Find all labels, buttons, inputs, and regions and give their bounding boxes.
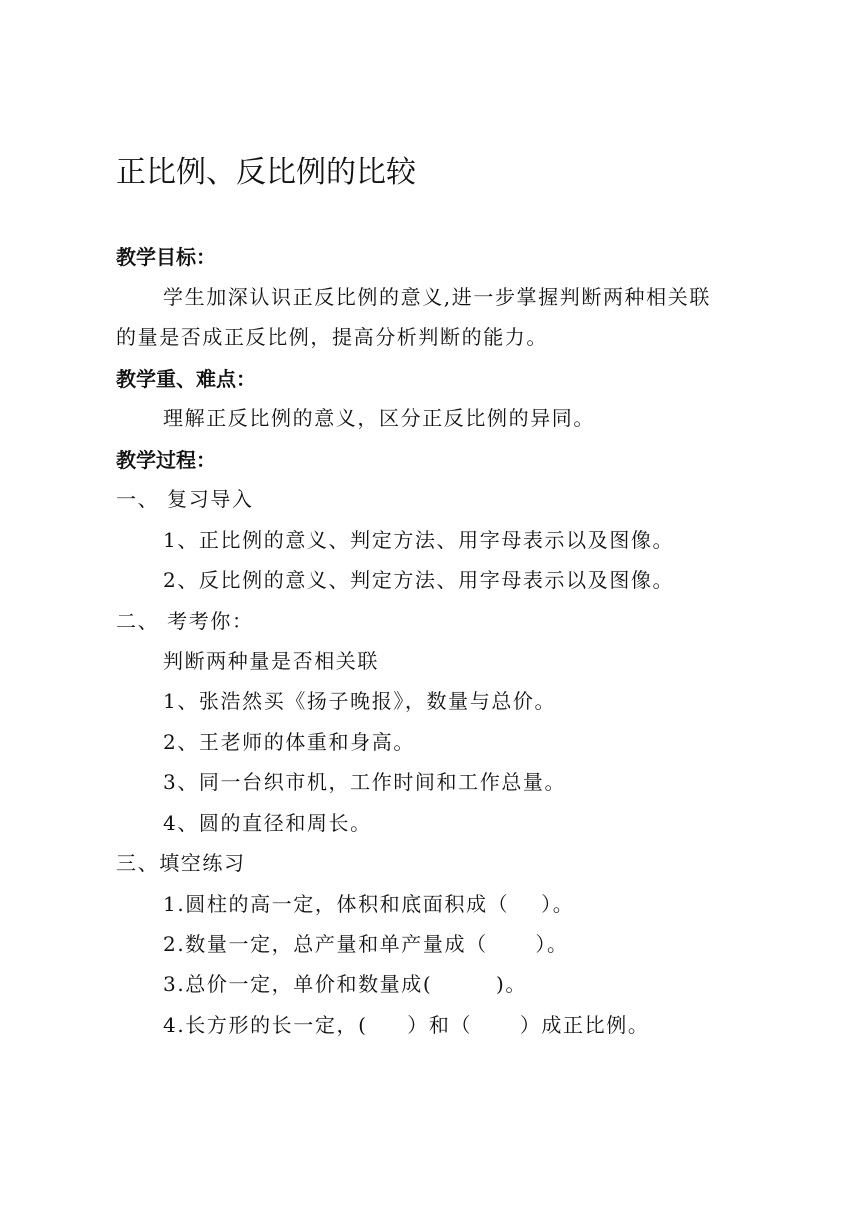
section-1-item: 1、正比例的意义、判定方法、用字母表示以及图像。 xyxy=(163,528,675,552)
section-1-heading: 一、 复习导入 xyxy=(116,487,254,511)
keypoints-heading: 教学重、难点： xyxy=(116,367,256,391)
section-2-item: 2、王老师的体重和身高。 xyxy=(163,730,415,754)
section-2-intro: 判断两种量是否相关联 xyxy=(163,649,379,673)
section-3-item: 4.长方形的长一定，( ）和（ ）成正比例。 xyxy=(163,1013,650,1037)
section-3-heading: 三、填空练习 xyxy=(116,851,246,875)
section-2-item: 4、圆的直径和周长。 xyxy=(163,811,372,835)
section-2-heading: 二、 考考你： xyxy=(116,609,254,633)
page-title: 正比例、反比例的比较 xyxy=(116,155,416,190)
section-2-item: 1、张浩然买《扬子晚报》，数量与总价。 xyxy=(163,689,557,713)
objectives-heading: 教学目标： xyxy=(116,245,216,269)
objectives-line-1: 学生加深认识正反比例的意义,进一步掌握判断两种相关联 xyxy=(163,285,711,309)
section-3-item: 2.数量一定，总产量和单产量成（ ）。 xyxy=(163,932,569,956)
section-2-item: 3、同一台织市机，工作时间和工作总量。 xyxy=(163,770,567,794)
objectives-line-2: 的量是否成正反比例，提高分析判断的能力。 xyxy=(116,325,548,349)
section-1-item: 2、反比例的意义、判定方法、用字母表示以及图像。 xyxy=(163,568,675,592)
process-heading: 教学过程： xyxy=(116,448,216,472)
keypoints-text: 理解正反比例的意义，区分正反比例的异同。 xyxy=(163,406,595,430)
section-3-item: 3.总价一定，单价和数量成( )。 xyxy=(163,972,527,996)
section-3-item: 1.圆柱的高一定，体积和底面积成（ ）。 xyxy=(163,892,575,916)
